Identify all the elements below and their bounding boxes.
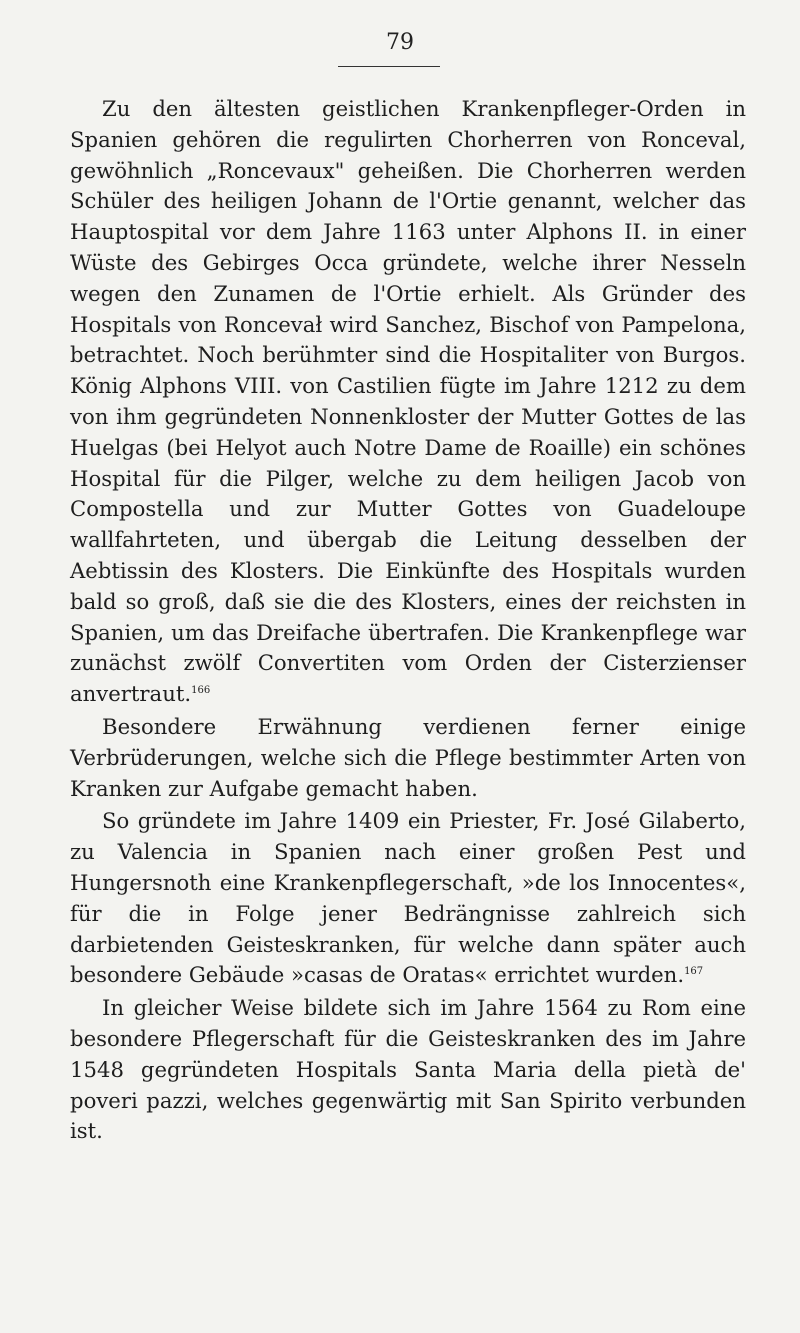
body-text	[70, 94, 746, 1147]
paragraph-text: Besondere Erwähnung verdienen ferner einige Verbrüderungen, welche sich die Pflege bestimmter Arten von Kranken zur Aufgabe gemacht haben.	[70, 713, 746, 801]
page-number: 79	[386, 30, 414, 55]
paragraph-roncevaux	[70, 94, 746, 710]
header-rule	[338, 66, 440, 67]
paragraph-verbruederungen	[70, 712, 746, 804]
footnote-marker: 166	[191, 685, 211, 697]
footnote-marker: 167	[684, 966, 704, 978]
paragraph-valencia	[70, 806, 746, 991]
paragraph-text: In gleicher Weise bildete sich im Jahre 1564 zu Rom eine besondere Pflegerschaft für die Geisteskranken des im Jahre 1548 gegründeten Hospitals Santa Maria della pietà de' poveri pazzi, welches gegenwärtig mit San Spirito verbunden ist.	[70, 995, 746, 1144]
paragraph-rom	[70, 993, 746, 1147]
paragraph-text: So gründete im Jahre 1409 ein Priester, Fr. José Gilaberto, zu Valencia in Spanien nach einer großen Pest und Hungersnoth eine Krankenpflegerschaft, »de los Innocentes«, für die in Folge jener Bedrängnisse zahlreich sich darbietenden Geisteskranken, für welche dann später auch besondere Gebäude »casas de Oratas« errichtet wurden.	[70, 808, 746, 988]
paragraph-text: Zu den ältesten geistlichen Krankenpfleger-Orden in Spanien gehören die regulirten Chorherren von Ronceval, gewöhnlich „Roncevaux" geheißen. Die Chorherren werden Schüler des heiligen Johann de l'Ortie genannt, welcher das Hauptospital vor dem Jahre 1163 unter Alphons II. in einer Wüste des Gebirges Occa gründete, welche ihrer Nesseln wegen den Zunamen de l'Ortie erhielt. Als Gründer des Hospitals von Roncevał wird Sanchez, Bischof von Pampelona, betrachtet. Noch berühmter sind die Hospitaliter von Burgos. König Alphons VIII. von Castilien fügte im Jahre 1212 zu dem von ihm gegründeten Nonnenkloster der Mutter Gottes de las Huelgas (bei Helyot auch Notre Dame de Roaille) ein schönes Hospital für die Pilger, welche zu dem heiligen Jacob von Compostella und zur Mutter Gottes von Guadeloupe wallfahrteten, und übergab die Leitung desselben der Aebtissin des Klosters. Die Einkünfte des Hospitals wurden bald so groß, daß sie die des Klosters, eines der reichsten in Spanien, um das Dreifache übertrafen. Die Krankenpflege war zunächst zwölf Convertiten vom Orden der Cisterzienser anvertraut.	[70, 96, 746, 707]
